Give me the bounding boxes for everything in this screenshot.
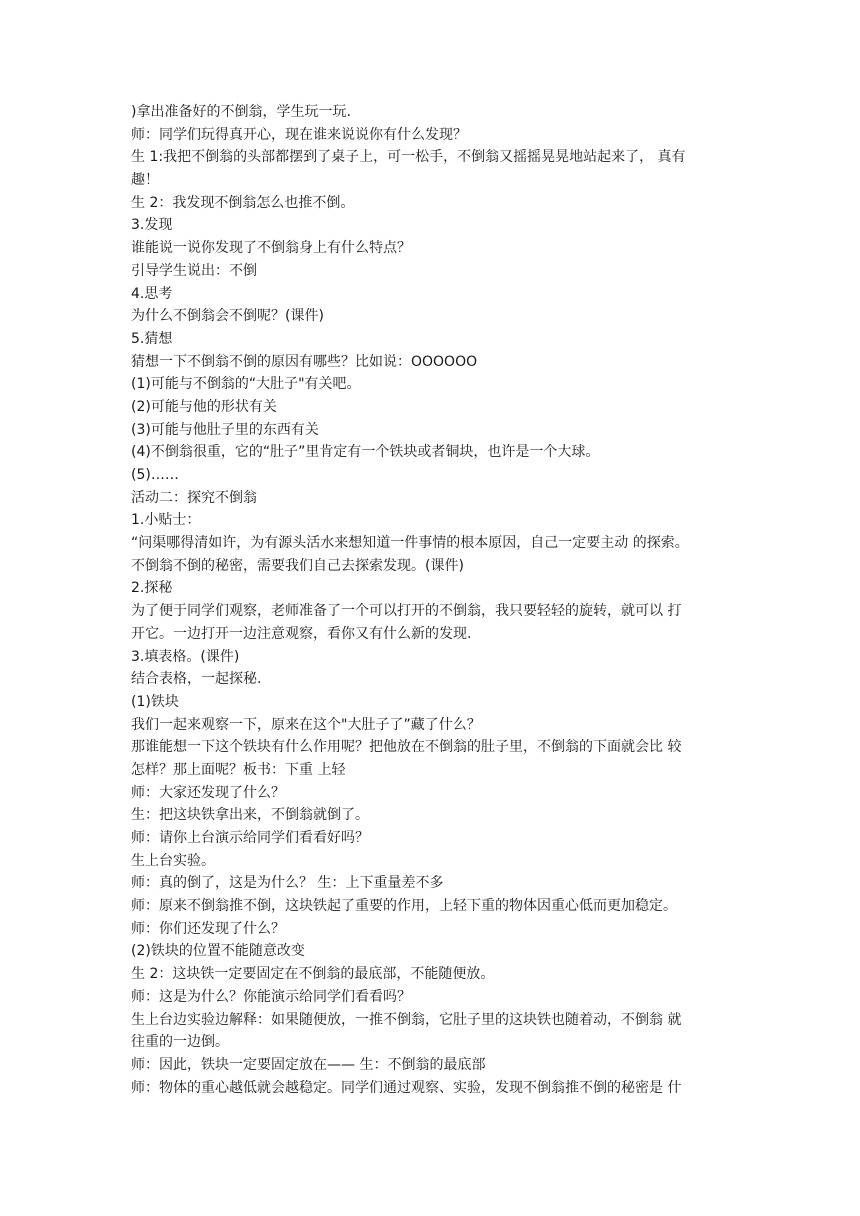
text-line: 师：这是为什么？你能演示给同学们看看吗？: [131, 988, 411, 1005]
list-item: (1)可能与不倒翁的“大肚子"有关吧。: [131, 376, 361, 393]
text-line: 不倒翁不倒的秘密，需要我们自己去探索发现。(课件): [131, 557, 464, 574]
text-line: 那谁能想一下这个铁块有什么作用呢？把他放在不倒翁的肚子里，不倒翁的下面就会比 较: [131, 739, 682, 756]
text-line: 师：原来不倒翁推不倒，这块铁起了重要的作用，上轻下重的物体因重心低而更加稳定。: [131, 898, 677, 915]
text-line: 师：真的倒了，这是为什么？ 生：上下重量差不多: [131, 875, 444, 892]
text-line: 师：因此，铁块一定要固定放在—— 生：不倒翁的最底部: [131, 1056, 486, 1073]
text-line: 开它。一边打开一边注意观察，看你又有什么新的发现.: [131, 625, 472, 642]
text-line: “问渠哪得清如许，为有源头活水来想知道一件事情的根本原因，自己一定要主动 的探索。: [131, 535, 689, 552]
document-body: [131, 101, 741, 1099]
text-line: 谁能说一说你发现了不倒翁身上有什么特点？: [131, 240, 411, 257]
text-line: 生 1:我把不倒翁的头部都摆到了桌子上，可一松手，不倒翁又摇摇晃晃地站起来了， 真有: [131, 149, 686, 166]
text-line: 师：大家还发现了什么？: [131, 784, 285, 801]
text-line: 怎样？那上面呢？板书：下重 上轻: [131, 761, 346, 778]
text-line: 师：你们还发现了什么？: [131, 920, 285, 937]
text-line: 引导学生说出：不倒: [131, 262, 257, 279]
text-line: 猜想一下不倒翁不倒的原因有哪些？比如说：OOOOOO: [131, 353, 478, 370]
section-heading: 3.填表格。(课件): [131, 648, 240, 665]
text-line: 为什么不倒翁会不倒呢？(课件): [131, 308, 324, 325]
section-heading: 2.探秘: [131, 580, 173, 597]
text-line: 生 2：我发现不倒翁怎么也推不倒。: [131, 194, 355, 211]
section-heading: 1.小贴士：: [131, 512, 201, 529]
text-line: )拿出准备好的不倒翁，学生玩一玩.: [131, 104, 351, 120]
text-line: 为了便于同学们观察，老师准备了一个可以打开的不倒翁，我只要轻轻的旋转，就可以 打: [131, 603, 682, 620]
list-item: (3)可能与他肚子里的东西有关: [131, 421, 319, 438]
list-item: (2)可能与他的形状有关: [131, 398, 277, 415]
text-line: 趣！: [131, 172, 159, 189]
section-heading: 3.发现: [131, 217, 173, 234]
section-heading: 4.思考: [131, 285, 173, 302]
text-line: 生：把这块铁拿出来，不倒翁就倒了。: [131, 807, 369, 824]
text-line: 生上台边实验边解释：如果随便放，一推不倒翁，它肚子里的这块铁也随着动，不倒翁 就: [131, 1011, 682, 1028]
list-item: (1)铁块: [131, 693, 179, 710]
text-line: 生 2：这块铁一定要固定在不倒翁的最底部，不能随便放。: [131, 966, 495, 983]
section-heading: 5.猜想: [131, 330, 173, 347]
text-line: 生上台实验。: [131, 852, 215, 869]
text-line: 往重的一边倒。: [131, 1034, 229, 1051]
text-line: 师：物体的重心越低就会越稳定。同学们通过观察、实验，发现不倒翁推不倒的秘密是 什: [131, 1079, 682, 1096]
text-line: 结合表格，一起探秘.: [131, 671, 262, 688]
text-line: 师：同学们玩得真开心，现在谁来说说你有什么发现？: [131, 126, 467, 143]
text-line: 师：请你上台演示给同学们看看好吗？: [131, 830, 369, 846]
section-heading: 活动二：探究不倒翁: [131, 489, 257, 506]
text-line: 我们一起来观察一下，原来在这个"大肚子了”藏了什么？: [131, 716, 481, 733]
list-item: (5)……: [131, 467, 179, 483]
list-item: (2)铁块的位置不能随意改变: [131, 943, 305, 960]
list-item: (4)不倒翁很重，它的“肚子”里肯定有一个铁块或者铜块，也许是一个大球。: [131, 444, 600, 461]
